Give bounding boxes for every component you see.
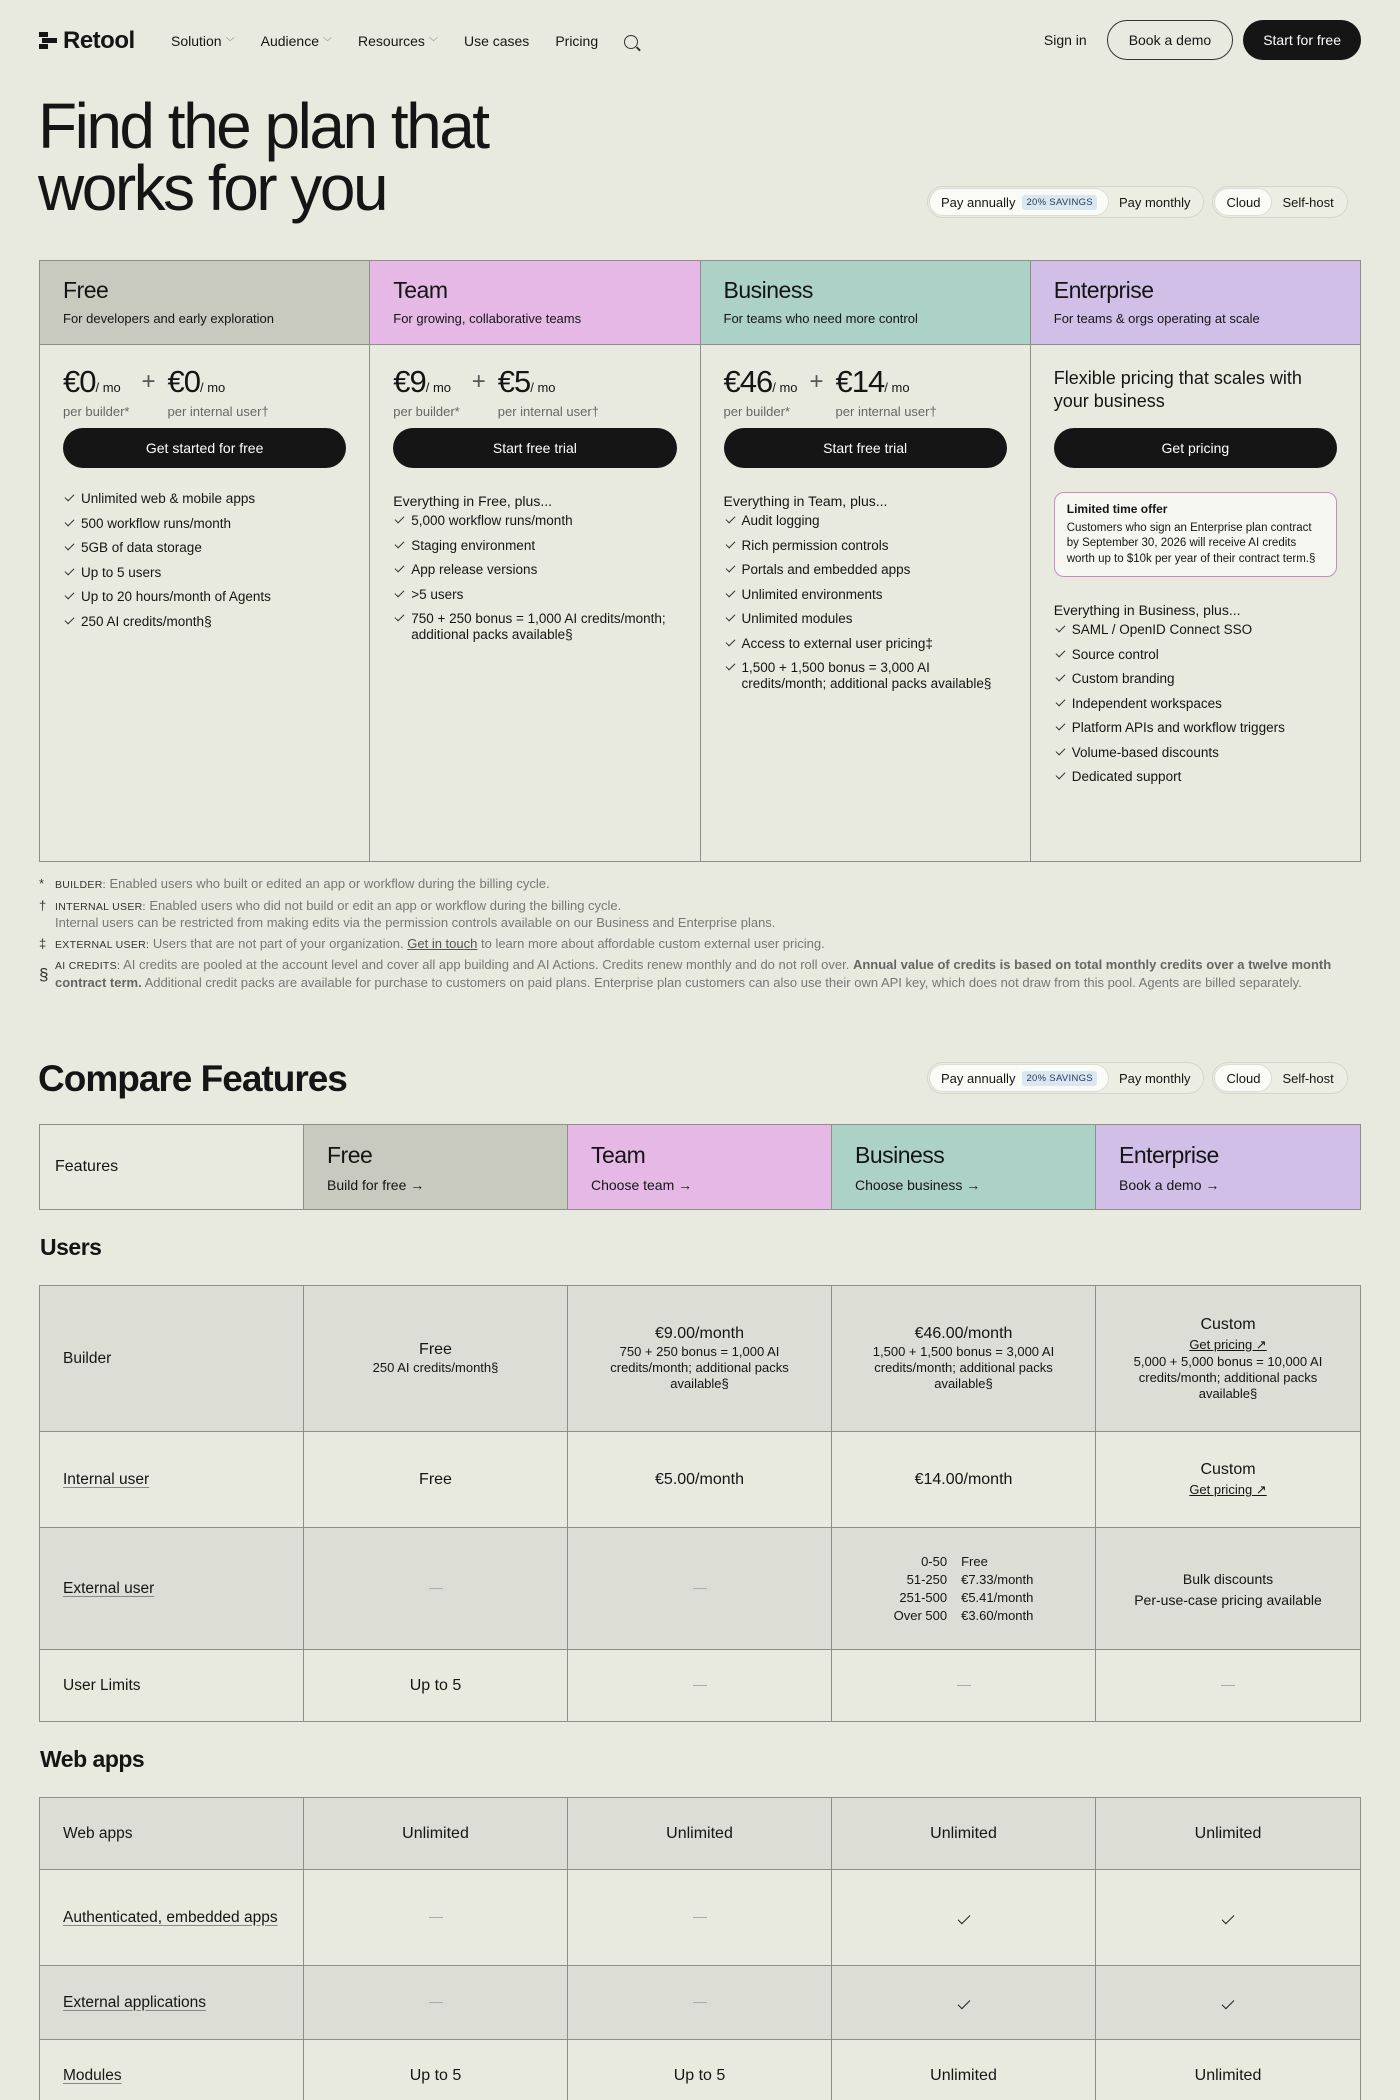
cell-main: Free: [419, 1470, 452, 1488]
table-cell: [304, 1528, 568, 1649]
table-cell: [832, 1798, 1096, 1869]
column-name: Business: [854, 1142, 945, 1168]
savings-badge: 20% SAVINGS: [1022, 195, 1096, 210]
cell-line: Bulk discounts: [1182, 1570, 1274, 1587]
asterisk-symbol: *: [39, 876, 45, 891]
cell-sub: 1,500 + 1,500 bonus = 3,000 AI credits/month; additional packs available§: [872, 1344, 1055, 1391]
webapps-section-title: Web apps: [40, 1746, 145, 1772]
list-item: 1,500 + 1,500 bonus = 3,000 AI credits/month; additional packs available§: [724, 660, 1007, 692]
table-cell: [304, 1286, 568, 1431]
builder-note: per builder*: [63, 404, 130, 419]
tier-price: €3.60/month: [961, 1607, 1034, 1623]
tier-price: €5.41/month: [961, 1589, 1034, 1605]
choose-business-link[interactable]: [855, 1177, 1072, 1193]
list-item: Independent workspaces: [1054, 696, 1337, 712]
features-heading: Everything in Team, plus...: [723, 493, 888, 509]
offer-title: Limited time offer: [1066, 502, 1168, 516]
plan-cards: [39, 260, 1361, 862]
column-name: Free: [326, 1142, 373, 1168]
table-cell: [1096, 2040, 1360, 2100]
plan-enterprise: [1031, 261, 1360, 861]
nav-pricing[interactable]: Pricing: [555, 33, 599, 49]
row-label-text: External applications: [63, 1993, 207, 2011]
plan-price: [63, 364, 346, 419]
hosting-toggle: [1212, 1062, 1347, 1094]
check-icon: [957, 1911, 970, 1924]
column-name: Enterprise: [1118, 1142, 1219, 1168]
plus-icon: +: [141, 368, 156, 395]
cell-main: €14.00/month: [914, 1470, 1013, 1488]
self-host-option[interactable]: Self-host: [1282, 1070, 1334, 1086]
row-label-text: Authenticated, embedded apps: [63, 1908, 278, 1926]
self-host-option[interactable]: Self-host: [1282, 194, 1334, 210]
flexible-pricing-text: Flexible pricing that scales with your business: [1053, 368, 1302, 411]
search-icon[interactable]: [624, 35, 638, 49]
footnote-ai-credits: [39, 957, 1361, 991]
builder-note: per builder*: [393, 404, 460, 419]
page-title-line1: Find the plan that: [38, 90, 488, 162]
get-pricing-link[interactable]: Get pricing ↗: [1189, 1336, 1267, 1352]
plan-name: Free: [63, 277, 109, 303]
webapps-table: [39, 1797, 1361, 2100]
retool-logo[interactable]: [39, 27, 135, 55]
double-dagger-symbol: ‡: [39, 935, 47, 951]
dagger-symbol: †: [39, 897, 47, 913]
nav-resources-label: Resources: [358, 33, 425, 49]
column-name: Team: [590, 1142, 646, 1168]
plan-name: Enterprise: [1053, 277, 1154, 303]
dash-icon: [693, 2002, 707, 2003]
plan-name: Business: [723, 277, 813, 303]
list-item: Audit logging: [724, 513, 1007, 529]
row-label-text: Internal user: [63, 1470, 150, 1488]
plan-subtitle: For teams & orgs operating at scale: [1053, 311, 1260, 326]
get-in-touch-link[interactable]: Get in touch: [407, 935, 478, 951]
pay-monthly-option[interactable]: Pay monthly: [1118, 194, 1191, 210]
billing-period-toggle: [927, 1062, 1204, 1094]
row-label[interactable]: [40, 2040, 304, 2100]
footnote-builder: [39, 876, 1361, 894]
row-label[interactable]: [40, 1870, 304, 1965]
offer-text: Customers who sign an Enterprise plan contract by September 30, 2026 will receive AI credits worth up to $10k per year of their contract term.§: [1066, 521, 1316, 565]
list-item: Up to 5 users: [63, 565, 346, 581]
row-label-text: Modules: [63, 2067, 122, 2084]
table-cell: [568, 1286, 832, 1431]
dash-icon: [429, 2002, 443, 2003]
cell-main: Unlimited: [402, 1824, 469, 1842]
plan-free-header: [40, 261, 369, 345]
savings-badge: 20% SAVINGS: [1022, 1071, 1096, 1086]
internal-price: €0: [167, 364, 200, 399]
footnote-label: AI CREDITS:: [55, 960, 121, 972]
table-cell: [304, 1798, 568, 1869]
dash-icon: [693, 1588, 707, 1589]
cell-main: Custom: [1200, 1461, 1256, 1478]
plan-subtitle: For growing, collaborative teams: [393, 311, 582, 326]
pay-annually-label: Pay annually: [941, 1070, 1016, 1086]
list-item: 250 AI credits/month§: [63, 614, 346, 630]
chevron-down-icon: ﹀: [225, 36, 235, 47]
per-month: / mo: [530, 380, 556, 395]
footnote-text: to learn more about affordable custom external user pricing.: [480, 935, 825, 951]
row-label: [40, 1798, 304, 1869]
plan-subtitle: For teams who need more control: [723, 311, 918, 326]
table-cell: [304, 1870, 568, 1965]
list-item: Source control: [1054, 647, 1337, 663]
cell-main: Unlimited: [1194, 2067, 1262, 2084]
list-item: Unlimited modules: [724, 611, 1007, 627]
builder-price: €0: [63, 364, 96, 399]
row-label: [40, 1650, 304, 1721]
per-month: / mo: [425, 380, 452, 395]
cell-main: Unlimited: [930, 2067, 997, 2084]
table-cell: [1096, 1870, 1360, 1965]
table-row: [40, 1966, 1360, 2040]
dash-icon: [693, 1917, 707, 1918]
list-item: 500 workflow runs/month: [63, 516, 346, 532]
nav-use-cases[interactable]: Use cases: [463, 33, 530, 49]
pricing-footnotes: [39, 876, 1361, 995]
cloud-option[interactable]: Cloud: [1215, 1065, 1271, 1091]
table-cell: [568, 1870, 832, 1965]
pay-annually-label: Pay annually: [941, 194, 1016, 210]
section-symbol: §: [39, 965, 49, 984]
cell-main: Free: [419, 1341, 452, 1358]
cell-main: Up to 5: [409, 1676, 462, 1694]
dash-icon: [957, 1685, 971, 1686]
footnote-label: INTERNAL USER:: [55, 900, 146, 913]
billing-toggles: [927, 186, 1348, 218]
builder-price: €46: [723, 364, 773, 399]
list-item: Up to 20 hours/month of Agents: [63, 589, 346, 605]
get-pricing-button[interactable]: Get pricing: [1054, 428, 1337, 468]
dash-icon: [693, 1685, 707, 1686]
table-cell: [832, 1528, 1096, 1649]
dash-icon: [1221, 1685, 1235, 1686]
book-demo-button[interactable]: Book a demo: [1107, 20, 1234, 60]
team-free-trial-button[interactable]: Start free trial: [393, 428, 676, 468]
page-title-line2: works for you: [38, 152, 387, 224]
internal-note: per internal user†: [497, 404, 599, 419]
tier-range: 0-50: [921, 1553, 948, 1569]
link-label: Choose team: [590, 1177, 675, 1193]
cell-sub: 5,000 + 5,000 bonus = 10,000 AI credits/month; additional packs available§: [1133, 1353, 1323, 1401]
footnote-text: Internal users can be restricted from making edits via the permission controls available on our Business and Enterprise plans.: [55, 915, 776, 930]
cell-main: €9.00/month: [655, 1325, 744, 1342]
list-item: Access to external user pricing‡: [724, 636, 1007, 652]
chevron-down-icon: ﹀: [428, 36, 438, 47]
table-cell: [1096, 1650, 1360, 1721]
table-cell: [1096, 1286, 1360, 1431]
compare-col-business: [832, 1125, 1096, 1209]
list-item: Rich permission controls: [724, 538, 1007, 554]
build-free-link[interactable]: [327, 1177, 544, 1193]
plan-enterprise-header: [1031, 261, 1360, 345]
tier-range: 251-500: [899, 1589, 948, 1605]
cell-main: Up to 5: [409, 2067, 462, 2084]
cell-sub: 250 AI credits/month§: [372, 1360, 499, 1375]
per-month: / mo: [884, 380, 910, 395]
billing-period-toggle: [927, 186, 1204, 218]
nav-audience-label: Audience: [260, 33, 319, 49]
list-item: SAML / OpenID Connect SSO: [1054, 622, 1337, 638]
compare-col-free: [304, 1125, 568, 1209]
pay-annually-option[interactable]: [930, 1065, 1108, 1091]
footnote-label: EXTERNAL USER:: [55, 938, 150, 951]
cell-main: Unlimited: [1194, 1824, 1262, 1842]
chevron-down-icon: ﹀: [323, 36, 333, 47]
table-row: [40, 2040, 1360, 2100]
feature-list: [724, 513, 1007, 692]
top-nav: [0, 0, 1400, 80]
table-row: [40, 1870, 1360, 1966]
tier-range: Over 500: [893, 1607, 948, 1623]
table-row: [40, 1432, 1360, 1528]
plan-price: [723, 364, 1007, 419]
feature-list: [63, 491, 346, 630]
plan-business: [701, 261, 1031, 861]
list-item: Unlimited web & mobile apps: [63, 491, 346, 507]
table-cell: [832, 1966, 1096, 2039]
sign-in-link[interactable]: Sign in: [1043, 32, 1087, 48]
features-heading: Everything in Business, plus...: [1053, 602, 1241, 618]
arrow-right-icon: →: [410, 1177, 425, 1193]
list-item: Portals and embedded apps: [724, 562, 1007, 578]
builder-price: €9: [393, 364, 426, 399]
cell-main: €5.00/month: [655, 1470, 744, 1488]
row-label[interactable]: [40, 1528, 304, 1649]
internal-price: €5: [497, 364, 531, 399]
get-started-free-button[interactable]: Get started for free: [63, 428, 346, 468]
plan-price: [393, 364, 676, 419]
list-item: 5GB of data storage: [63, 540, 346, 556]
link-label: Build for free: [326, 1177, 407, 1193]
nav-resources[interactable]: [358, 33, 438, 49]
internal-note: per internal user†: [835, 404, 937, 419]
list-item: Unlimited environments: [724, 587, 1007, 603]
row-label-text: Builder: [63, 1349, 112, 1367]
row-label: [40, 1286, 304, 1431]
business-free-trial-button[interactable]: Start free trial: [724, 428, 1007, 468]
check-icon: [957, 1996, 970, 2009]
table-cell: [1096, 1798, 1360, 1869]
table-row: [40, 1286, 1360, 1432]
get-pricing-link[interactable]: Get pricing ↗: [1189, 1482, 1267, 1497]
row-label-text: Web apps: [63, 1824, 133, 1842]
list-item: 5,000 workflow runs/month: [393, 513, 676, 529]
limited-offer-box: [1054, 492, 1337, 577]
cell-main: Custom: [1200, 1315, 1256, 1333]
cell-line: Per-use-case pricing available: [1134, 1591, 1322, 1608]
link-label: Book a demo: [1118, 1177, 1202, 1193]
table-cell: [568, 1650, 832, 1721]
row-label-text: External user: [63, 1579, 155, 1597]
brand-name: Retool: [63, 27, 135, 54]
link-label: Choose business: [854, 1177, 963, 1193]
plan-team: [370, 261, 700, 861]
table-cell: [832, 1650, 1096, 1721]
compare-title: Compare Features: [38, 1058, 347, 1099]
plan-team-header: [370, 261, 699, 345]
cell-main: €46.00/month: [914, 1325, 1013, 1342]
table-cell: [832, 1432, 1096, 1527]
row-label[interactable]: [40, 1432, 304, 1527]
table-cell: [568, 2040, 832, 2100]
footnote-internal: [39, 898, 1361, 932]
footnote-text: Additional credit packs are available for purchase to customers on paid plans. Enterprise plan customers can also use their own API key, which does not draw from this pool. Agents are billed separately.: [144, 974, 1302, 990]
table-cell: [832, 1870, 1096, 1965]
pay-annually-option[interactable]: [930, 189, 1108, 215]
table-row: [40, 1798, 1360, 1870]
arrow-right-icon: →: [1205, 1177, 1220, 1193]
check-icon: [1222, 1911, 1235, 1924]
choose-team-link[interactable]: [591, 1177, 808, 1193]
plan-business-header: [701, 261, 1030, 345]
dash-icon: [429, 1588, 443, 1589]
table-row: [40, 1650, 1360, 1721]
book-demo-link[interactable]: [1119, 1177, 1337, 1193]
per-month: / mo: [200, 380, 226, 395]
nav-solution-label: Solution: [171, 33, 222, 49]
plan-free: [40, 261, 370, 861]
nav-solution[interactable]: [171, 33, 235, 49]
footnote-bold: Annual value of credits is based on total monthly credits over a twelve month contract term.: [55, 957, 1332, 990]
compare-billing-toggles: [927, 1062, 1348, 1094]
table-cell: [832, 2040, 1096, 2100]
cell-main: Unlimited: [930, 1824, 997, 1842]
start-free-button[interactable]: Start for free: [1243, 20, 1361, 60]
footnote-text: Users that are not part of your organization.: [152, 935, 404, 951]
retool-logo-icon: [39, 32, 57, 50]
table-cell: [568, 1432, 832, 1527]
page-title: [38, 90, 488, 224]
feature-list: [1054, 622, 1337, 785]
users-section-title: Users: [40, 1234, 102, 1260]
list-item: Dedicated support: [1054, 769, 1337, 785]
table-cell: [1096, 1966, 1360, 2039]
dash-icon: [429, 1917, 443, 1918]
arrow-right-icon: →: [678, 1177, 693, 1193]
table-row: [40, 1528, 1360, 1650]
per-month: / mo: [95, 380, 121, 395]
tier-range: 51-250: [906, 1571, 948, 1587]
list-item: Staging environment: [393, 538, 676, 554]
features-heading: Everything in Free, plus...: [393, 493, 552, 509]
hosting-toggle: [1212, 186, 1347, 218]
compare-col-enterprise: [1096, 1125, 1360, 1209]
nav-audience[interactable]: [261, 33, 332, 49]
table-cell: [1096, 1432, 1360, 1527]
table-cell: [832, 1286, 1096, 1431]
builder-note: per builder*: [723, 404, 790, 419]
compare-col-team: [568, 1125, 832, 1209]
list-item: 750 + 250 bonus = 1,000 AI credits/month; additional packs available§: [393, 611, 676, 643]
row-label[interactable]: [40, 1966, 304, 2039]
list-item: Custom branding: [1054, 671, 1337, 687]
per-month: / mo: [772, 380, 798, 395]
arrow-right-icon: →: [966, 1177, 981, 1193]
table-cell: [304, 1432, 568, 1527]
check-icon: [1222, 1996, 1235, 2009]
table-cell: [568, 1528, 832, 1649]
table-cell: [568, 1966, 832, 2039]
external-user-tiers: [894, 1553, 1034, 1625]
pay-monthly-option[interactable]: Pay monthly: [1118, 1070, 1191, 1086]
plus-icon: +: [809, 368, 824, 395]
plan-name: Team: [393, 277, 448, 303]
table-cell: [568, 1798, 832, 1869]
footnote-label: BUILDER:: [55, 879, 106, 891]
list-item: Volume-based discounts: [1054, 745, 1337, 761]
cell-main: Up to 5: [673, 2067, 726, 2084]
table-cell: [304, 2040, 568, 2100]
table-cell: [1096, 1528, 1360, 1649]
table-cell: [304, 1650, 568, 1721]
internal-note: per internal user†: [167, 404, 269, 419]
compare-header: [39, 1124, 1361, 1210]
plus-icon: +: [471, 368, 486, 395]
footnote-text: AI credits are pooled at the account level and cover all app building and AI Actions. Credits renew monthly and do not roll over.: [123, 957, 850, 972]
cell-sub: 750 + 250 bonus = 1,000 AI credits/month; additional packs available§: [610, 1344, 789, 1391]
tier-price: €7.33/month: [961, 1571, 1034, 1587]
tier-price: Free: [961, 1553, 988, 1569]
footnote-text: Enabled users who did not build or edit an app or workflow during the billing cycle.: [149, 897, 622, 913]
list-item: Platform APIs and workflow triggers: [1054, 720, 1337, 736]
row-label-text: User Limits: [63, 1676, 141, 1694]
table-cell: [304, 1966, 568, 2039]
cell-main: Unlimited: [666, 1824, 733, 1842]
plan-subtitle: For developers and early exploration: [63, 311, 275, 326]
footnote-external: [39, 936, 1361, 954]
internal-price: €14: [835, 364, 885, 399]
list-item: App release versions: [393, 562, 676, 578]
users-table: [39, 1285, 1361, 1722]
cloud-option[interactable]: Cloud: [1215, 189, 1271, 215]
features-column-header: Features: [40, 1125, 304, 1209]
list-item: >5 users: [393, 587, 676, 603]
feature-list: [393, 513, 676, 643]
footnote-text: Enabled users who built or edited an app or workflow during the billing cycle.: [109, 876, 550, 891]
